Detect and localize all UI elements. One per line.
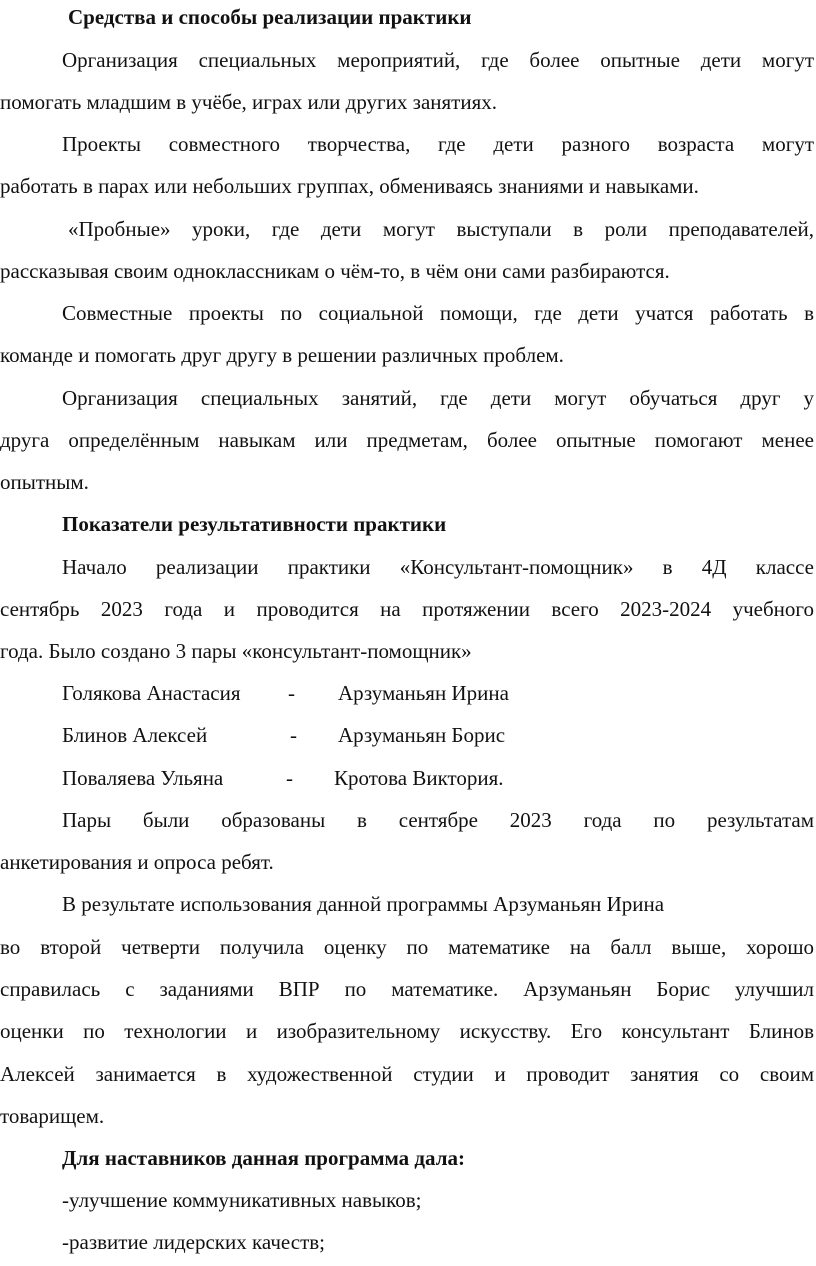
pair-consultant: Поваляева Ульяна (62, 766, 224, 790)
paragraph-line: справилась с заданиями ВПР по математике. Арзуманьян Борис улучшил (0, 977, 814, 1001)
paragraph-line: В результате использования данной программы Арзуманьян Ирина (62, 892, 665, 916)
paragraph-line: «Пробные» уроки, где дети могут выступали в роли преподавателей, (68, 217, 814, 241)
paragraph-line: оценки по технологии и изобразительному искусству. Его консультант Блинов (0, 1019, 814, 1043)
list-item: -развитие лидерских качеств; (62, 1230, 326, 1254)
list-item: -улучшение коммуникативных навыков; (62, 1188, 422, 1212)
paragraph-line: во второй четверти получила оценку по математике на балл выше, хорошо (0, 935, 814, 959)
pair-dash: - (286, 766, 293, 790)
pair-helper: Кротова Виктория. (334, 766, 504, 790)
pair-consultant: Голякова Анастасия (62, 681, 241, 705)
paragraph-line: опытным. (0, 470, 89, 494)
paragraph-line: друга определённым навыкам или предметам, более опытные помогают менее (0, 428, 814, 452)
paragraph-line: Пары были образованы в сентябре 2023 года по результатам (62, 808, 814, 832)
paragraph-line: работать в парах или небольших группах, обмениваясь знаниями и навыками. (0, 174, 699, 198)
section-heading-means: Средства и способы реализации практики (68, 5, 472, 29)
pair-helper: Арзуманьян Ирина (338, 681, 509, 705)
paragraph-line: сентябрь 2023 года и проводится на протяжении всего 2023-2024 учебного (0, 597, 814, 621)
pair-row (62, 757, 762, 799)
paragraph-line: Алексей занимается в художественной студии и проводит занятия со своим (0, 1062, 814, 1086)
paragraph-line: Организация специальных занятий, где дети могут обучаться друг у (62, 386, 814, 410)
paragraph-line: Начало реализации практики «Консультант-помощник» в 4Д классе (62, 555, 814, 579)
section-heading-results: Показатели результативности практики (62, 512, 447, 536)
paragraph-line: товарищем. (0, 1104, 105, 1128)
paragraph-line: Проекты совместного творчества, где дети разного возраста могут (62, 132, 814, 156)
paragraph-line: рассказывая своим одноклассникам о чём-то, в чём они сами разбираются. (0, 259, 670, 283)
paragraph-line: помогать младшим в учёбе, играх или других занятиях. (0, 90, 497, 114)
pair-dash: - (290, 723, 297, 747)
pair-helper: Арзуманьян Борис (338, 723, 506, 747)
pair-dash: - (288, 681, 295, 705)
pair-row (62, 714, 762, 756)
paragraph-line: Организация специальных мероприятий, где более опытные дети могут (62, 48, 814, 72)
section-heading-mentors: Для наставников данная программа дала: (62, 1146, 465, 1170)
paragraph-line: Совместные проекты по социальной помощи, где дети учатся работать в (62, 301, 814, 325)
paragraph-line: анкетирования и опроса ребят. (0, 850, 274, 874)
pair-row (62, 672, 762, 714)
paragraph-line: команде и помогать друг другу в решении различных проблем. (0, 343, 564, 367)
pair-consultant: Блинов Алексей (62, 723, 208, 747)
paragraph-line: года. Было создано 3 пары «консультант-помощник» (0, 639, 472, 663)
